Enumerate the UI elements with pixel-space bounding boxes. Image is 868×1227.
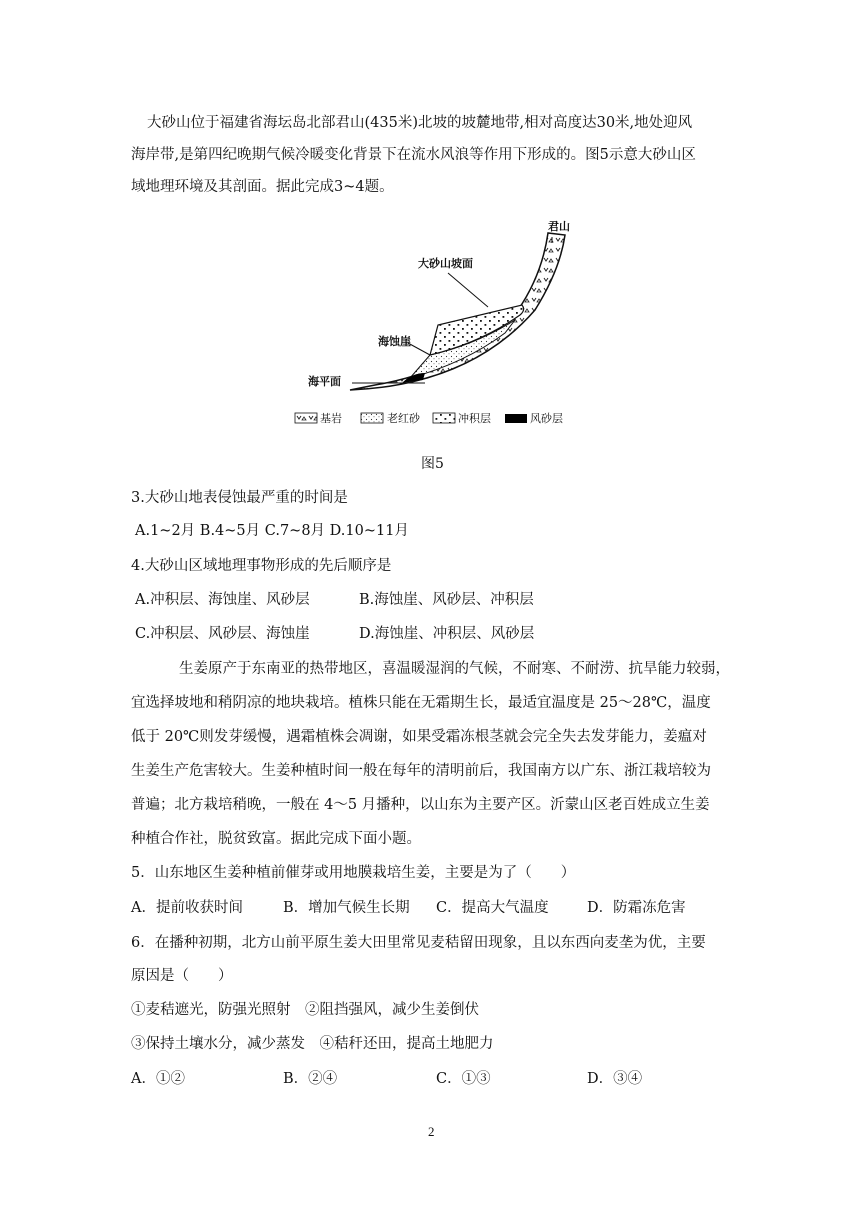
passage-1-line-1: 大砂山位于福建省海坛岛北部君山(435米)北坡的坡麓地带,相对高度达30米,地处迎风: [147, 115, 693, 131]
q3-stem: 3.大砂山地表侵蚀最严重的时间是: [131, 490, 348, 506]
q5-option-d: D．防霜冻危害: [587, 900, 686, 916]
q6-stem-line-2: 原因是（ ）: [131, 968, 233, 984]
q4-stem: 4.大砂山区域地理事物形成的先后顺序是: [131, 558, 392, 574]
q5-option-b: B．增加气候生长期: [283, 900, 410, 916]
legend-swatch-oldred: [361, 413, 383, 423]
q4-option-c: C.冲积层、风砂层、海蚀崖: [135, 626, 310, 642]
q6-stem-line-1: 6．在播种初期，北方山前平原生姜大田里常见麦秸留田现象，且以东西向麦垄为优，主要: [131, 935, 706, 951]
passage-2-line-3: 低于 20℃则发芽缓慢，遇霜植株会凋谢，如果受霜冻根茎就会完全失去发芽能力，姜瘟对: [131, 729, 707, 745]
label-junshan: 君山: [548, 220, 570, 233]
q4-option-d: D.海蚀崖、冲积层、风砂层: [359, 626, 535, 642]
legend-label-bedrock: 基岩: [320, 412, 342, 425]
q6-statements-2: ③保持土壤水分，减少蒸发 ④秸秆还田，提高土地肥力: [131, 1036, 494, 1052]
legend: [295, 411, 563, 425]
passage-2-line-4: 生姜生产危害较大。生姜种植时间一般在每年的清明前后，我国南方以广东、浙江栽培较为: [131, 763, 711, 779]
legend-swatch-windsand: [505, 414, 527, 423]
legend-label-windsand: 风砂层: [530, 412, 563, 425]
q6-option-a: A．①②: [131, 1071, 185, 1087]
q6-statements-1: ①麦秸遮光，防强光照射 ②阻挡强风，减少生姜倒伏: [131, 1002, 479, 1018]
passage-2-line-1: 生姜原产于东南亚的热带地区，喜温暖湿润的气候，不耐寒、不耐涝、抗旱能力较弱，: [179, 661, 730, 677]
legend-swatch-bedrock: [295, 413, 317, 423]
q5-option-a: A．提前收获时间: [131, 900, 243, 916]
legend-label-oldred: 老红砂: [387, 412, 420, 425]
passage-2-line-6: 种植合作社，脱贫致富。据此完成下面小题。: [131, 831, 421, 847]
q6-option-d: D．③④: [587, 1071, 643, 1087]
legend-label-alluvial: 冲积层: [458, 412, 491, 425]
label-sealevel: 海平面: [308, 375, 341, 388]
q6-option-b: B．②④: [283, 1071, 338, 1087]
label-cliff: 海蚀崖: [378, 335, 411, 348]
label-slope: 大砂山坡面: [418, 257, 473, 270]
q6-option-c: C．①③: [436, 1071, 491, 1087]
q3-options: A.1~2月 B.4~5月 C.7~8月 D.10~11月: [135, 523, 409, 539]
passage-2-line-2: 宜选择坡地和稍阴凉的地块栽培。植株只能在无霜期生长，最适宜温度是 25～28℃，温度: [131, 695, 711, 711]
page-number: 2: [428, 1124, 435, 1139]
cross-section-figure: [290, 215, 590, 435]
q4-option-b: B.海蚀崖、风砂层、冲积层: [359, 592, 534, 608]
legend-swatch-alluvial: [433, 413, 455, 423]
passage-2-line-5: 普遍；北方栽培稍晚，一般在 4～5 月播种，以山东为主要产区。沂蒙山区老百姓成立生姜: [131, 797, 710, 813]
q4-option-a: A.冲积层、海蚀崖、风砂层: [135, 592, 310, 608]
passage-1-line-2: 海岸带,是第四纪晚期气候冷暖变化背景下在流水风浪等作用下形成的。图5示意大砂山区: [131, 147, 696, 163]
passage-1-line-3: 域地理环境及其剖面。据此完成3~4题。: [131, 179, 394, 195]
q5-stem: 5．山东地区生姜种植前催芽或用地膜栽培生姜，主要是为了（ ）: [131, 865, 576, 881]
figure-caption: 图5: [421, 456, 444, 472]
q5-option-c: C．提高大气温度: [436, 900, 549, 916]
